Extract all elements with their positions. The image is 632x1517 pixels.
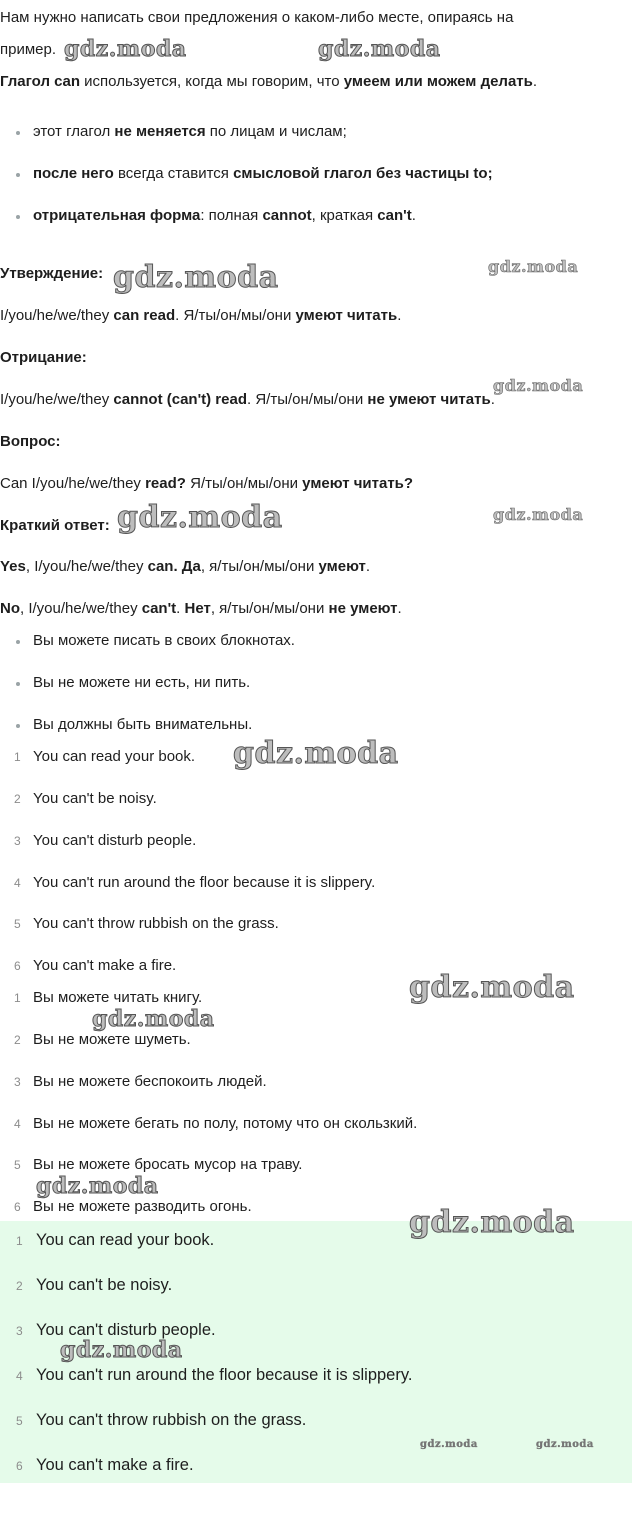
watermark: gdz.moda bbox=[536, 1439, 594, 1450]
watermark: gdz.moda bbox=[493, 376, 584, 395]
watermark: gdz.moda bbox=[493, 505, 584, 524]
negative-heading: Отрицание: bbox=[0, 349, 87, 366]
short-answer-no: No, I/you/he/we/they can't. Нет, я/ты/он/мы/они не умеют. bbox=[0, 600, 402, 617]
intro-line-1: Нам нужно написать свои предложения о каком-либо месте, опираясь на bbox=[0, 9, 514, 26]
affirmative-heading: Утверждение: bbox=[0, 265, 104, 282]
watermark: gdz.moda bbox=[92, 1006, 215, 1032]
bullet-dot bbox=[16, 215, 20, 219]
bullet-dot bbox=[16, 131, 20, 135]
bullet-dot bbox=[16, 173, 20, 177]
watermark: gdz.moda bbox=[409, 1205, 575, 1240]
watermark: gdz.moda bbox=[64, 36, 187, 62]
short-answer-heading: Краткий ответ: bbox=[0, 517, 110, 534]
watermark: gdz.moda bbox=[113, 260, 279, 295]
negative-example: I/you/he/we/they cannot (can't) read. Я/ты/он/мы/они не умеют читать. bbox=[0, 391, 495, 408]
watermark: gdz.moda bbox=[60, 1337, 183, 1363]
watermark: gdz.moda bbox=[117, 500, 283, 535]
intro-line-2: пример. bbox=[0, 41, 57, 58]
bullet-dot bbox=[16, 640, 20, 644]
answer-box: 1 You can read your book. 2 You can't be noisy. 3 You can't disturb people. 4 You can't run around the floor because it is slippery. 5 You can't throw rubbish on the grass. 6 You can't make a fire. bbox=[0, 1221, 632, 1483]
watermark: gdz.moda bbox=[318, 36, 441, 62]
bullet-dot bbox=[16, 724, 20, 728]
question-example: Can I/you/he/we/they read? Я/ты/он/мы/они умеют читать? bbox=[0, 475, 414, 492]
watermark: gdz.moda bbox=[409, 970, 575, 1005]
bullet-dot bbox=[16, 682, 20, 686]
affirmative-example: I/you/he/we/they can read. Я/ты/он/мы/они умеют читать. bbox=[0, 307, 402, 324]
watermark: gdz.moda bbox=[36, 1173, 159, 1199]
question-heading: Вопрос: bbox=[0, 433, 61, 450]
watermark: gdz.moda bbox=[420, 1439, 478, 1450]
short-answer-yes: Yes, I/you/he/we/they can. Да, я/ты/он/мы/они умеют. bbox=[0, 558, 371, 575]
rule-text: Глагол can используется, когда мы говорим, что умеем или можем делать. bbox=[0, 73, 538, 90]
watermark: gdz.moda bbox=[488, 257, 579, 276]
watermark: gdz.moda bbox=[233, 736, 399, 771]
